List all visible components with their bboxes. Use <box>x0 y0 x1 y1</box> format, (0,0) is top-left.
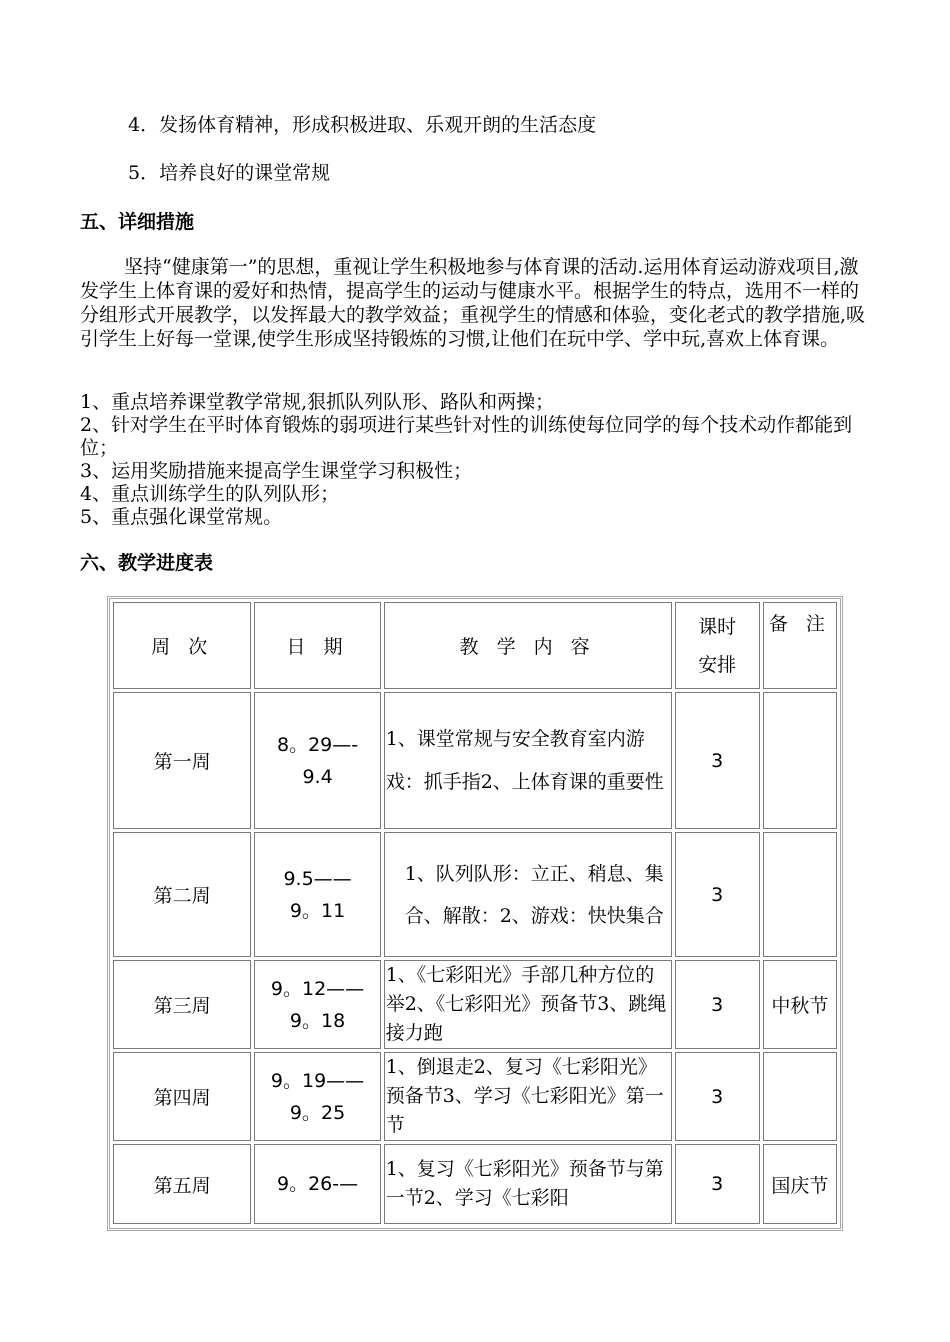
header-week: 周 次 <box>113 602 251 689</box>
row-note: 国庆节 <box>763 1144 837 1224</box>
header-hours-line2: 安排 <box>698 653 737 676</box>
row-date-line2: 9.4 <box>302 765 333 788</box>
row-week: 第五周 <box>113 1144 251 1224</box>
row-date-line1: 9.5—— <box>283 867 352 890</box>
measures-list-item: 5、重点强化课堂常规。 <box>80 506 283 528</box>
row-date-line2: 9。18 <box>289 1009 346 1032</box>
row-content: 1、队列队形：立正、稍息、集合、解散：2、游戏：快快集合 <box>384 832 672 957</box>
row-hours: 3 <box>675 1052 760 1141</box>
measures-list-item: 2、针对学生在平时体育锻炼的弱项进行某些针对性的训练使每位同学的每个技术动作都能到位； <box>80 414 853 459</box>
row-date <box>254 1144 380 1224</box>
measures-paragraph <box>80 255 870 351</box>
table-header-row <box>113 602 837 689</box>
row-week: 第四周 <box>113 1052 251 1141</box>
header-hours <box>675 602 760 689</box>
row-content: 1、倒退走2、复习《七彩阳光》预备节3、学习《七彩阳光》第一节 <box>384 1052 672 1141</box>
measures-list-item: 1、重点培养课堂教学常规,狠抓队列队形、路队和两操； <box>80 391 555 413</box>
row-date-line2: 9。11 <box>289 899 346 922</box>
row-date <box>254 832 380 957</box>
section-heading-measures: 五、详细措施 <box>80 211 195 233</box>
schedule-table <box>107 596 843 1231</box>
section-heading-schedule: 六、教学进度表 <box>80 552 214 574</box>
row-hours: 3 <box>675 960 760 1049</box>
header-date: 日 期 <box>254 602 380 689</box>
table-row <box>113 1144 837 1224</box>
row-date <box>254 960 380 1049</box>
measures-list <box>80 391 870 529</box>
row-hours: 3 <box>675 1144 760 1224</box>
row-date-line1: 8。29—- <box>276 733 359 756</box>
header-content: 教 学 内 容 <box>384 602 672 689</box>
row-date-line2: 9。25 <box>289 1101 346 1124</box>
row-week: 第二周 <box>113 832 251 957</box>
row-note <box>763 1052 837 1141</box>
row-note: 中秋节 <box>763 960 837 1049</box>
row-date-line1: 9。26-— <box>276 1173 359 1195</box>
measures-list-item: 4、重点训练学生的队列队形； <box>80 483 340 505</box>
goal-item-5: 5．培养良好的课堂常规 <box>128 162 331 184</box>
table-row <box>113 832 837 957</box>
table-row <box>113 960 837 1049</box>
row-hours: 3 <box>675 832 760 957</box>
row-week: 第三周 <box>113 960 251 1049</box>
row-week: 第一周 <box>113 692 251 829</box>
row-content: 1、《七彩阳光》手部几种方位的举2、《七彩阳光》预备节3、跳绳接力跑 <box>384 960 672 1049</box>
measures-paragraph-text: 坚持“健康第一”的思想，重视让学生积极地参与体育课的活动.运用体育运动游戏项目,激发学生上体育课的爱好和热情，提高学生的运动与健康水平。根据学生的特点，选用不一样的分组形式开展教学，以发挥最大的教学效益；重视学生的情感和体验，变化老式的教学措施,吸引学生上好每一堂课,使学生形成坚持锻炼的习惯,让他们在玩中学、学中玩,喜欢上体育课。 <box>80 256 866 350</box>
table-row <box>113 1052 837 1141</box>
header-note: 备 注 <box>763 602 837 689</box>
row-note <box>763 832 837 957</box>
goal-item-4: 4．发扬体育精神，形成积极进取、乐观开朗的生活态度 <box>128 114 597 136</box>
table-row <box>113 692 837 829</box>
measures-list-item: 3、运用奖励措施来提高学生课堂学习积极性； <box>80 460 473 482</box>
row-content: 1、课堂常规与安全教育室内游戏：抓手指2、上体育课的重要性 <box>384 692 672 829</box>
row-note <box>763 692 837 829</box>
row-date <box>254 1052 380 1141</box>
header-hours-line1: 课时 <box>698 615 737 638</box>
row-hours: 3 <box>675 692 760 829</box>
row-content: 1、复习《七彩阳光》预备节与第一节2、学习《七彩阳 <box>384 1144 672 1224</box>
row-date <box>254 692 380 829</box>
row-date-line1: 9。19—— <box>270 1069 365 1092</box>
row-date-line1: 9。12—— <box>270 977 365 1000</box>
